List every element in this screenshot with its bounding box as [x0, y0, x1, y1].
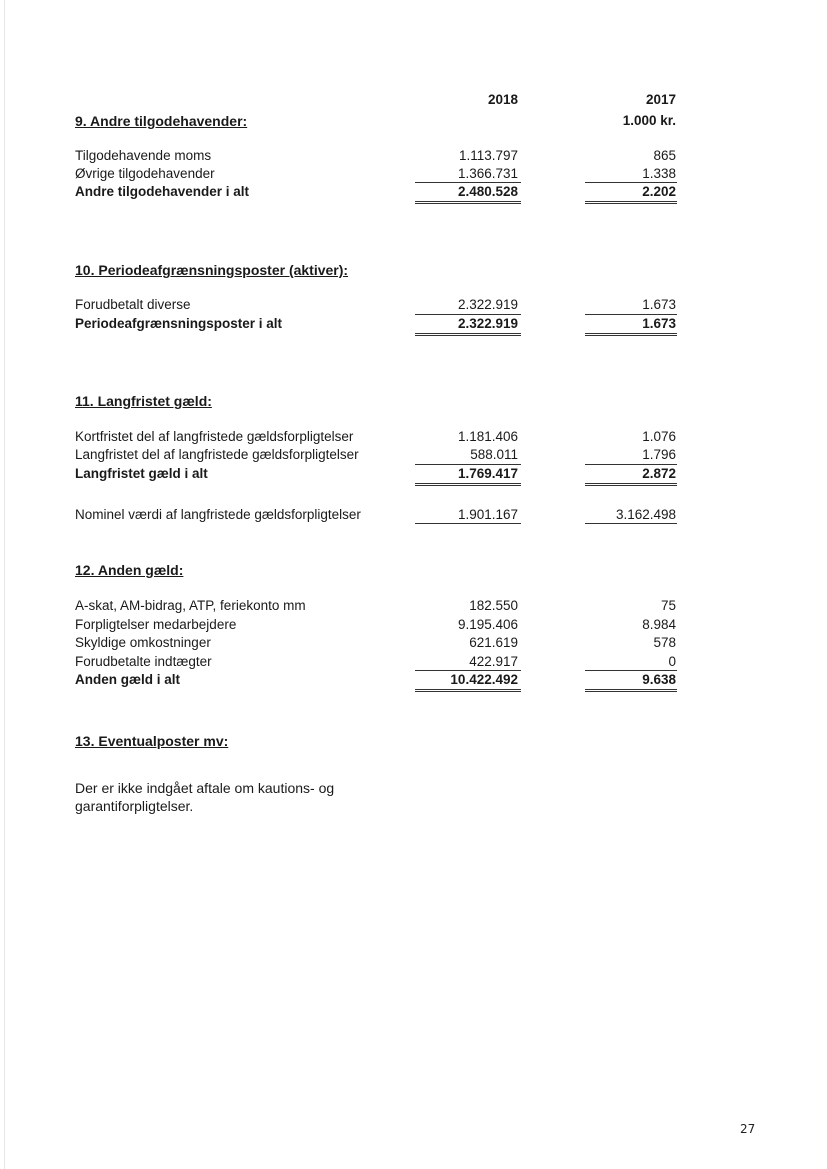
note11-row-value-2017: 1.076	[642, 429, 676, 444]
note11-total-2018: 1.769.417	[457, 466, 518, 481]
total-double-rule	[415, 201, 521, 204]
total-double-rule	[585, 483, 677, 486]
column-header-2017: 2017	[645, 92, 676, 107]
note11-row-value-2018: 588.011	[470, 447, 518, 462]
note11-nominal-2018: 1.901.167	[457, 507, 518, 522]
note9-row-value-2017: 1.338	[642, 166, 676, 181]
note12-row-value-2018: 9.195.406	[457, 617, 518, 632]
note12-row-label: Forudbetalte indtægter	[75, 654, 212, 669]
subtotal-rule	[585, 314, 677, 315]
total-double-rule	[415, 483, 521, 486]
total-double-rule	[415, 689, 521, 692]
note12-row-value-2017: 8.984	[642, 617, 676, 632]
note9-row-value-2018: 1.366.731	[457, 166, 518, 181]
note12-row-label: Forpligtelser medarbejdere	[75, 617, 237, 632]
note9-total-2018: 2.480.528	[457, 184, 518, 199]
note11-row-label: Kortfristet del af langfristede gældsforpligtelser	[75, 429, 354, 444]
note9-row-label: Øvrige tilgodehavender	[75, 166, 215, 181]
note10-total-2017: 1.673	[642, 316, 676, 331]
note13-text-line1: Der er ikke indgået aftale om kautions- og	[75, 780, 335, 796]
note10-row-label: Forudbetalt diverse	[75, 297, 191, 312]
note11-title: 11. Langfristet gæld:	[75, 393, 212, 409]
note12-row-label: A-skat, AM-bidrag, ATP, feriekonto mm	[75, 598, 306, 613]
note10-title: 10. Periodeafgrænsningsposter (aktiver):	[75, 262, 349, 278]
note12-total-2017: 9.638	[642, 672, 676, 687]
subtotal-rule	[585, 670, 677, 671]
single-rule	[415, 523, 521, 524]
subtotal-rule	[415, 670, 521, 671]
note10-total-label: Periodeafgrænsningsposter i alt	[75, 316, 283, 331]
note12-row-value-2018: 621.619	[469, 635, 518, 650]
subtotal-rule	[415, 314, 521, 315]
note12-row-label: Skyldige omkostninger	[75, 635, 211, 650]
page-edge	[4, 0, 5, 1169]
subtotal-rule	[415, 464, 521, 465]
note9-row-value-2017: 865	[653, 148, 676, 163]
note10-row-value-2018: 2.322.919	[457, 297, 518, 312]
page-number: 27	[740, 1122, 756, 1136]
note11-nominal-2017: 3.162.498	[615, 507, 676, 522]
total-double-rule	[415, 333, 521, 336]
total-double-rule	[585, 333, 677, 336]
note9-title: 9. Andre tilgodehavender:	[75, 113, 248, 129]
note10-total-2018: 2.322.919	[457, 316, 518, 331]
single-rule	[585, 523, 677, 524]
total-double-rule	[585, 689, 677, 692]
note9-total-label: Andre tilgodehavender i alt	[75, 184, 250, 199]
note9-row-value-2018: 1.113.797	[458, 148, 518, 163]
note12-row-value-2017: 578	[653, 635, 676, 650]
note9-total-2017: 2.202	[642, 184, 676, 199]
subtotal-rule	[585, 464, 677, 465]
note12-row-value-2018: 182.550	[469, 598, 518, 613]
note11-row-value-2018: 1.181.406	[457, 429, 518, 444]
note11-total-2017: 2.872	[642, 466, 676, 481]
note11-row-value-2017: 1.796	[642, 447, 676, 462]
note10-row-value-2017: 1.673	[642, 297, 676, 312]
subtotal-rule	[415, 182, 521, 183]
note12-total-label: Anden gæld i alt	[75, 672, 181, 687]
note12-title: 12. Anden gæld:	[75, 562, 184, 578]
total-double-rule	[585, 201, 677, 204]
note11-row-label: Langfristet del af langfristede gældsforpligtelser	[75, 447, 359, 462]
note11-nominal-label: Nominel værdi af langfristede gældsforpligtelser	[75, 507, 361, 522]
note12-total-2018: 10.422.492	[450, 672, 518, 687]
note9-row-label: Tilgodehavende moms	[75, 148, 212, 163]
note13-title: 13. Eventualposter mv:	[75, 733, 229, 749]
note12-row-value-2018: 422.917	[469, 654, 518, 669]
note13-text-line2: garantiforpligtelser.	[75, 798, 194, 814]
subtotal-rule	[585, 182, 677, 183]
note11-total-label: Langfristet gæld i alt	[75, 466, 208, 481]
column-unit-2017: 1.000 kr.	[622, 113, 676, 128]
column-header-2018: 2018	[487, 92, 518, 107]
note12-row-value-2017: 0	[668, 654, 676, 669]
note12-row-value-2017: 75	[660, 598, 676, 613]
